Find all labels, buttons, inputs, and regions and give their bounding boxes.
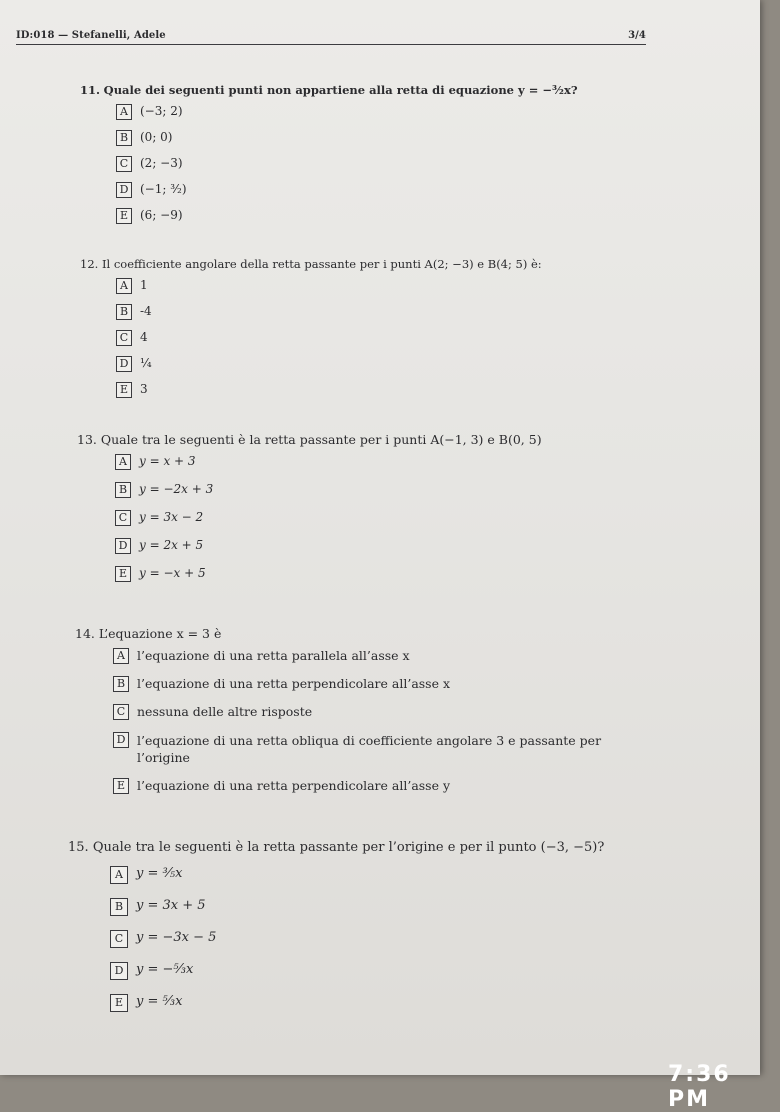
answer-option-b[interactable]: [113, 676, 653, 692]
answer-text: l’equazione di una retta perpendicolare all’asse x: [137, 676, 451, 691]
answer-letter: C: [116, 156, 132, 172]
answer-letter: A: [110, 866, 128, 884]
question-text: [68, 840, 688, 856]
answer-option-e[interactable]: [115, 566, 697, 582]
answer-text: y = x + 3: [139, 454, 196, 468]
answer-option-b[interactable]: [116, 304, 700, 320]
answer-option-b[interactable]: [110, 898, 688, 916]
answer-letter: C: [113, 704, 129, 720]
answer-option-d[interactable]: [115, 538, 697, 554]
page-number: 3/4: [628, 30, 646, 41]
answer-text: y = −3x − 5: [136, 930, 217, 945]
answer-letter: E: [113, 778, 129, 794]
answer-letter: E: [110, 994, 128, 1012]
answer-option-d[interactable]: [116, 356, 700, 372]
answer-text: y = −x + 5: [139, 566, 206, 580]
answer-letter: A: [116, 278, 132, 294]
answer-letter: A: [116, 104, 132, 120]
question-13: [77, 432, 697, 594]
status-bar-time: 7:36 PM: [668, 1062, 731, 1112]
question-number: 12.: [80, 257, 99, 271]
answer-option-a[interactable]: [115, 454, 697, 470]
question-text-part: Quale dei seguenti punti: [103, 83, 267, 97]
question-text: [80, 256, 700, 272]
question-text: [77, 432, 697, 448]
answer-text: 3: [140, 382, 148, 396]
answer-text: y = ⁵⁄₃x: [136, 994, 183, 1009]
answer-option-e[interactable]: [116, 208, 700, 224]
answer-text: nessuna delle altre risposte: [137, 704, 313, 719]
question-emphasis: non: [266, 83, 292, 97]
answer-text: y = −⁵⁄₃x: [136, 962, 194, 977]
answer-text: (−1; ³⁄₂): [140, 182, 187, 196]
question-text: [75, 626, 675, 642]
answer-text: l’equazione di una retta perpendicolare all’asse y: [137, 778, 451, 793]
answer-letter: E: [116, 208, 132, 224]
question-text-part: appartiene alla retta di equazione y = −³⁄₂x?: [291, 83, 578, 97]
question-number: 14.: [75, 626, 95, 641]
answer-letter: A: [113, 648, 129, 664]
answer-option-d[interactable]: [110, 962, 688, 980]
answer-letter: B: [113, 676, 129, 692]
question-text: [80, 82, 700, 98]
answer-letter: D: [116, 356, 132, 372]
answer-option-c[interactable]: [110, 930, 688, 948]
answer-text: l’equazione di una retta obliqua di coefficiente angolare 3 e passante per l’origine: [137, 733, 602, 765]
question-14: [75, 626, 675, 806]
answer-text: y = −2x + 3: [139, 482, 214, 496]
answer-letter: D: [116, 182, 132, 198]
answer-option-c[interactable]: [115, 510, 697, 526]
question-body: Quale tra le seguenti è la retta passante per i punti A(−1, 3) e B(0, 5): [100, 432, 542, 447]
answer-letter: D: [110, 962, 128, 980]
answer-option-c[interactable]: [116, 330, 700, 346]
answer-option-d[interactable]: [113, 732, 653, 766]
page-header: [16, 30, 646, 45]
answer-option-b[interactable]: [115, 482, 697, 498]
answer-option-b[interactable]: [116, 130, 700, 146]
question-11: [80, 82, 700, 234]
answer-text: y = 3x + 5: [136, 898, 206, 913]
answer-option-d[interactable]: [116, 182, 700, 198]
answer-letter: C: [110, 930, 128, 948]
answer-letter: E: [115, 566, 131, 582]
answer-text: y = 3x − 2: [139, 510, 204, 524]
answer-text: y = ³⁄₅x: [136, 866, 183, 881]
answer-letter: D: [113, 732, 129, 748]
answer-option-a[interactable]: [110, 866, 688, 884]
answer-text: (0; 0): [140, 130, 173, 144]
answer-text: 1: [140, 278, 148, 292]
answer-text: (−3; 2): [140, 104, 183, 118]
answer-option-e[interactable]: [116, 382, 700, 398]
question-body: Il coefficiente angolare della retta passante per i punti A(2; −3) e B(4; 5) è:: [101, 257, 542, 271]
answer-letter: E: [116, 382, 132, 398]
answer-text: (6; −9): [140, 208, 183, 222]
answer-letter: A: [115, 454, 131, 470]
student-id: ID:018 — Stefanelli, Adele: [16, 30, 166, 41]
answer-option-a[interactable]: [116, 104, 700, 120]
answer-letter: C: [116, 330, 132, 346]
answer-letter: B: [115, 482, 131, 498]
answer-text: l’equazione di una retta parallela all’asse x: [137, 648, 410, 663]
answer-letter: C: [115, 510, 131, 526]
answer-option-e[interactable]: [110, 994, 688, 1012]
question-body: Quale tra le seguenti è la retta passante per l’origine e per il punto (−3, −5)?: [92, 840, 605, 855]
answer-text: y = 2x + 5: [139, 538, 204, 552]
question-number: 15.: [68, 840, 89, 855]
answer-text: 4: [140, 330, 148, 344]
answer-text: (2; −3): [140, 156, 183, 170]
answer-letter: B: [110, 898, 128, 916]
question-number: 11.: [80, 83, 101, 97]
answer-letter: B: [116, 130, 132, 146]
answer-option-a[interactable]: [113, 648, 653, 664]
answer-option-a[interactable]: [116, 278, 700, 294]
question-15: [68, 840, 688, 1026]
answer-text: -4: [140, 304, 152, 318]
answer-letter: B: [116, 304, 132, 320]
answer-option-c[interactable]: [116, 156, 700, 172]
question-number: 13.: [77, 432, 97, 447]
question-12: [80, 256, 700, 408]
answer-option-c[interactable]: [113, 704, 653, 720]
question-body: L’equazione x = 3 è: [98, 626, 222, 641]
answer-text: ¼: [140, 356, 152, 370]
answer-option-e[interactable]: [113, 778, 653, 794]
answer-letter: D: [115, 538, 131, 554]
